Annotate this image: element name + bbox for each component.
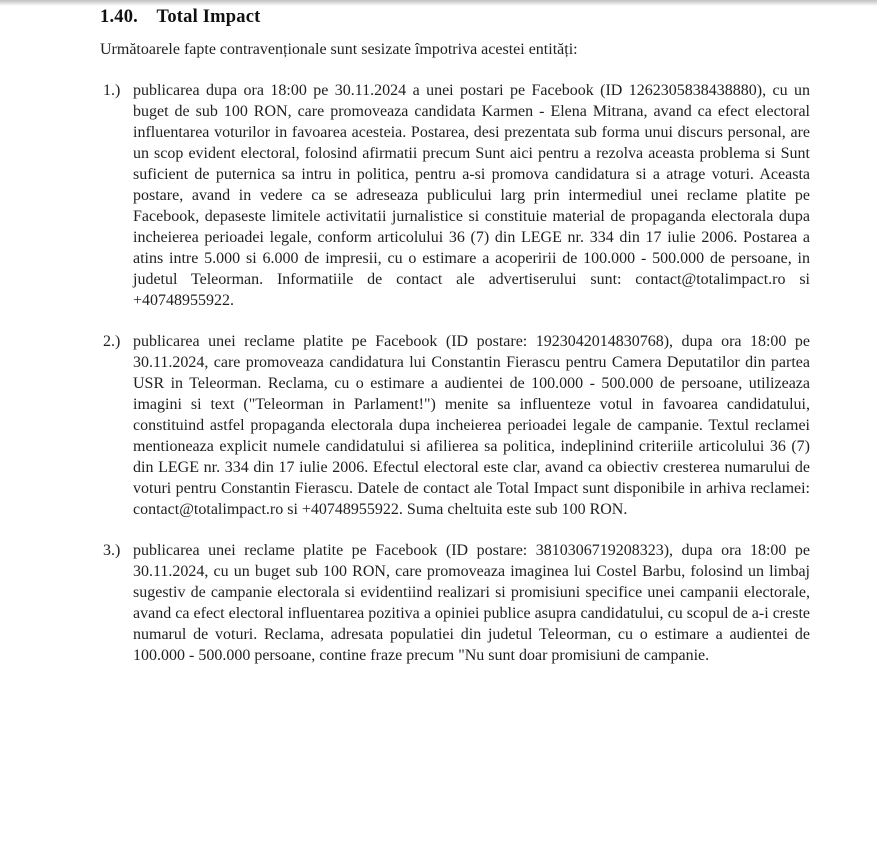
item-number: 3.)	[103, 542, 121, 559]
section-number: 1.40.	[100, 7, 138, 27]
list-item	[100, 331, 810, 520]
item-text: publicarea unei reclame platite pe Facebook (ID postare: 3810306719208323), dupa ora 18:00 pe 30.11.2024, cu un buget sub 100 RON, care promoveaza imaginea lui Costel Barbu, folosind un limbaj sugestiv de campanie electorala si evidentiind realizari si promisiuni specifice unei campanii electorale, avand ca efect electoral influentarea pozitiva a opiniei publice asupra candidatului, cu scopul de a-i creste numarul de voturi. Reclama, adresata populatiei din judetul Teleorman, cu o estimare a audientei de 100.000 - 500.000 persoane, contine fraze precum "Nu sunt doar promisiuni de campanie.	[133, 542, 810, 664]
section-title: Total Impact	[156, 7, 261, 27]
list-item	[100, 540, 810, 666]
item-number: 1.)	[103, 82, 121, 99]
complaints-list	[100, 80, 810, 666]
intro-paragraph: Următoarele fapte contravenționale sunt sesizate împotriva acestei entități:	[100, 41, 578, 58]
section-heading	[100, 7, 810, 28]
item-text: publicarea dupa ora 18:00 pe 30.11.2024 a unei postari pe Facebook (ID 1262305838438880), cu un buget de sub 100 RON, care promoveaza candidata Karmen - Elena Mitrana, avand ca efect electoral influentarea voturilor in favoarea acesteia. Postarea, desi prezentata sub forma unui discurs personal, are un scop evident electoral, folosind afirmatii precum Sunt aici pentru a rezolva aceasta problema si Sunt suficient de puternica sa intru in politica, pentru a-si promova candidatura si a atrage voturi. Aceasta postare, avand in vedere ca se adreseaza publicului larg prin intermediul unei reclame platite pe Facebook, depaseste limitele activitatii jurnalistice si constituie material de propaganda electorala dupa incheierea perioadei legale, conform articolului 36 (7) din LEGE nr. 334 din 17 iulie 2006. Postarea a atins intre 5.000 si 6.000 de impresii, cu o estimare a acoperirii de 100.000 - 500.000 de persoane, in judetul Teleorman. Informatiile de contact ale advertiserului sunt: contact@totalimpact.ro si +40748955922.	[133, 82, 810, 309]
list-item	[100, 80, 810, 311]
item-text: publicarea unei reclame platite pe Facebook (ID postare: 1923042014830768), dupa ora 18:00 pe 30.11.2024, care promoveaza candidatura lui Constantin Fierascu pentru Camera Deputatilor din partea USR in Teleorman. Reclama, cu o estimare a audientei de 100.000 - 500.000 de persoane, utilizeaza imagini si text ("Teleorman in Parlament!") menite sa influenteze votul in favoarea candidatului, constituind astfel propaganda electorala dupa incheierea perioadei legale de campanie. Textul reclamei mentioneaza explicit numele candidatului si afilierea sa politica, indeplinind criteriile articolului 36 (7) din LEGE nr. 334 din 17 iulie 2006. Efectul electoral este clar, avand ca obiectiv cresterea numarului de voturi pentru Constantin Fierascu. Datele de contact ale Total Impact sunt disponibile in arhiva reclamei: contact@totalimpact.ro si +40748955922. Suma cheltuita este sub 100 RON.	[133, 333, 810, 518]
page-top-shadow	[0, 0, 877, 6]
item-number: 2.)	[103, 333, 121, 350]
